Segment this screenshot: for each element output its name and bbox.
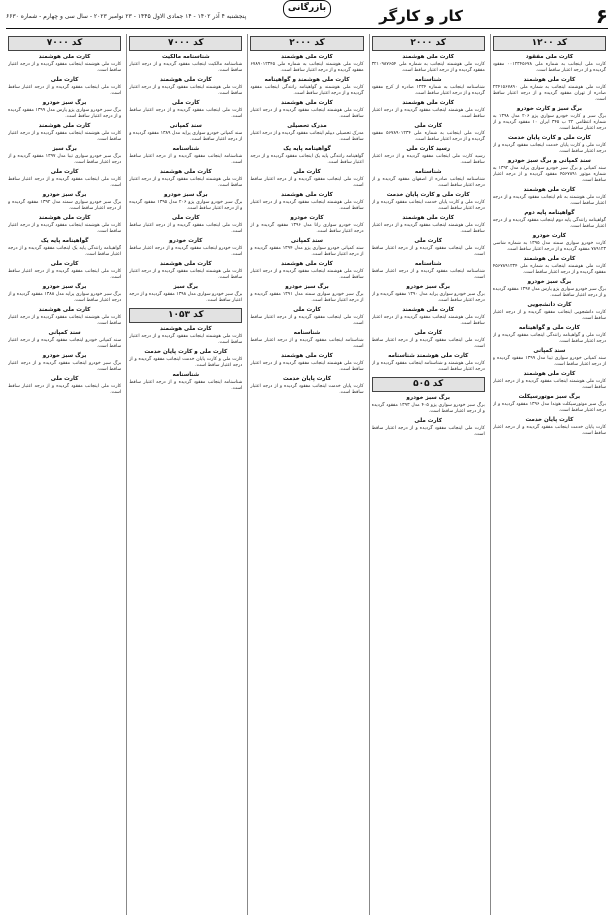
ad-title: برگ سبز خودرو xyxy=(42,192,87,198)
ad-body: سند کمپانی و برگ سبز خودرو سواری پراید مدل ۱۳۹۲ به شماره موتور ۴۵۶۷۸۹۱ مفقود گردیده و از درجه اعتبار ساقط است. xyxy=(492,166,606,183)
classified-ad xyxy=(372,395,485,415)
classified-ad xyxy=(493,417,606,437)
ads-list xyxy=(372,54,485,915)
classified-ad xyxy=(372,353,485,373)
classified-ad xyxy=(493,106,606,132)
column-2 xyxy=(369,34,487,915)
classified-ad xyxy=(372,330,485,350)
ad-body: کارت ملی و کارت پایان خدمت اینجانب مفقود گردیده و از درجه اعتبار ساقط است. xyxy=(129,357,243,368)
ad-body: کارت ملی هوشمند اینجانب به شماره ملی ۴۵۶۷۸۹۱۲۳۴ مفقود گردیده و از درجه اعتبار ساقط است. xyxy=(492,264,606,275)
classified-ad xyxy=(493,348,606,368)
ads-list xyxy=(250,54,363,915)
ad-body: کارت ملی هوشمند اینجانب مفقود گردیده و از درجه اعتبار ساقط است. xyxy=(371,108,485,119)
ad-title: کارت ملی هوشمند xyxy=(38,215,91,221)
classified-ad xyxy=(372,261,485,281)
ad-title: کارت ملی هوشمند xyxy=(402,215,455,221)
ad-body: برگ سبز خودرو سواری پراید مدل ۱۳۸۸ مفقود گردیده و از درجه اعتبار ساقط است. xyxy=(7,292,122,303)
classified-ad xyxy=(250,353,363,373)
classified-ad xyxy=(372,54,485,74)
ad-title: کارت ملی هوشمند xyxy=(402,100,455,106)
ad-body: کارت ملی هوشمند اینجانب مفقود گردیده و از درجه اعتبار ساقط است. xyxy=(250,361,364,372)
ad-body: رسید کارت ملی اینجانب مفقود گردیده و از درجه اعتبار ساقط است. xyxy=(371,154,485,165)
ad-title: سند کمپانی xyxy=(290,238,324,244)
ad-body: کارت ملی هوشمند اینجانب مفقود گردیده و از درجه اعتبار ساقط است. xyxy=(371,315,485,326)
ad-title: کارت ملی هوشمند xyxy=(159,326,212,332)
section-code-badge: کد ۱۰۵۳ xyxy=(129,308,242,323)
ad-body: کارت ملی و گواهینامه رانندگی اینجانب مفقود گردیده و از درجه اعتبار ساقط است. xyxy=(492,333,606,344)
ad-body: کارت ملی هوشمند اینجانب مفقود گردیده و از درجه اعتبار ساقط است. xyxy=(7,62,122,73)
ad-body: کارت خودرو سواری رانا مدل ۱۳۹۶ مفقود گردیده و از درجه اعتبار ساقط است. xyxy=(250,223,364,234)
classified-ad xyxy=(129,238,242,258)
ad-title: کارت ملی و گواهینامه xyxy=(518,325,580,331)
classified-ad xyxy=(250,330,363,350)
classified-ad xyxy=(129,326,242,346)
classified-ad xyxy=(493,371,606,391)
ad-body: کارت ملی هوشمند اینجانب مفقود گردیده و از درجه اعتبار ساقط است. xyxy=(129,85,243,96)
classified-ad xyxy=(129,123,242,143)
classified-ad xyxy=(250,123,363,143)
ad-body: کارت ملی هوشمند اینجانب مفقود گردیده و از درجه اعتبار ساقط است. xyxy=(250,108,364,119)
ad-body: کارت ملی اینجانب به شماره ملی ۵۶۷۸۹۰۱۲۳۴ مفقود گردیده و از درجه اعتبار ساقط است. xyxy=(371,131,485,142)
column-5 xyxy=(6,34,123,915)
ad-body: کارت ملی هوشمند اینجانب مفقود گردیده و از درجه اعتبار ساقط است. xyxy=(492,379,606,390)
classified-ad xyxy=(129,192,242,212)
ad-title: برگ سبز خودرو xyxy=(164,192,208,198)
classified-ad xyxy=(129,54,242,74)
ad-body: کارت ملی هوشمند اینجانب مفقود گردیده و از درجه اعتبار ساقط است. xyxy=(7,315,122,326)
ads-list xyxy=(493,54,606,915)
ad-title: کارت ملی هوشمند xyxy=(159,169,212,175)
column-1 xyxy=(490,34,608,915)
ad-body: برگ سبز و کارت خودرو سواری پژو ۲۰۶ مدل ۱۳۹۸ به شماره انتظامی ۲۲ ب ۳۴۵ ایران ۱۰ مفقود گردیده و از درجه اعتبار ساقط است. xyxy=(492,114,606,131)
ad-body: شناسنامه اینجانب مفقود گردیده و از درجه اعتبار ساقط است. xyxy=(129,380,243,391)
ad-title: کارت ملی هوشمند xyxy=(38,123,91,129)
ad-body: کارت ملی اینجانب مفقود گردیده و از درجه اعتبار ساقط است. xyxy=(250,177,364,188)
ad-body: گواهینامه رانندگی پایه یک اینجانب مفقود گردیده و از درجه اعتبار ساقط است. xyxy=(7,246,122,257)
ad-title: کارت پایان خدمت xyxy=(525,417,574,423)
ad-body: کارت ملی اینجانب مفقود گردیده و از درجه اعتبار ساقط است. xyxy=(7,384,122,395)
classified-ad xyxy=(129,284,242,304)
classified-ad xyxy=(8,238,121,258)
ad-body: شناسنامه اینجانب مفقود گردیده و از درجه اعتبار ساقط است. xyxy=(250,338,364,349)
classified-ad xyxy=(250,146,363,166)
classified-ad xyxy=(493,394,606,414)
column-code-badge: کد ۱۲۰۰ xyxy=(493,36,606,51)
classified-ad xyxy=(250,215,363,235)
ad-title: کارت ملی و کارت پایان خدمت xyxy=(144,349,228,355)
classified-ad xyxy=(372,215,485,235)
ad-title: برگ سبز خودرو xyxy=(42,100,87,106)
classified-ad xyxy=(493,135,606,155)
ad-body: شناسنامه اینجانب مفقود گردیده و از درجه اعتبار ساقط است. xyxy=(371,269,485,280)
classified-ad xyxy=(250,376,363,396)
classified-ad xyxy=(372,418,485,438)
ad-body: کارت ملی اینجانب مفقود گردیده و از درجه اعتبار ساقط است. xyxy=(371,338,485,349)
ad-body: کارت ملی هوشمند اینجانب مفقود گردیده و از درجه اعتبار ساقط است. xyxy=(129,269,243,280)
ad-title: کارت ملی هوشمند شناسنامه xyxy=(388,353,469,359)
classified-ad xyxy=(8,215,121,235)
ad-title: برگ سبز خودرو xyxy=(285,284,329,290)
ad-title: شناسنامه xyxy=(172,146,200,152)
classified-ad xyxy=(8,353,121,373)
ad-body: شناسنامه اینجانب صادره از اصفهان مفقود گردیده و از درجه اعتبار ساقط است. xyxy=(371,177,485,188)
ad-body: برگ سبز خودرو سواری پژو پارس مدل ۱۳۹۹ مفقود گردیده و از درجه اعتبار ساقط است. xyxy=(7,108,122,119)
ad-title: کارت ملی هوشمند و گواهینامه xyxy=(264,77,350,83)
classified-ad xyxy=(8,169,121,189)
classified-ad xyxy=(372,169,485,189)
classified-ad xyxy=(493,325,606,345)
ad-body: شناسنامه مالکیت اینجانب مفقود گردیده و از درجه اعتبار ساقط است. xyxy=(129,62,243,73)
ad-title: مدرک تحصیلی xyxy=(287,123,327,129)
ad-title: سند کمپانی xyxy=(169,123,202,129)
ad-body: کارت ملی هوشمند اینجانب مفقود گردیده و از درجه اعتبار ساقط است. xyxy=(129,334,243,345)
ad-title: کارت ملی هوشمند xyxy=(281,54,333,60)
ad-title: کارت ملی xyxy=(172,100,200,106)
classified-ad xyxy=(372,192,485,212)
classified-ad xyxy=(8,192,121,212)
ad-title: شناسنامه xyxy=(414,169,442,175)
classified-ad xyxy=(8,307,121,327)
classified-ad xyxy=(493,279,606,299)
ad-title: کارت دانشجویی xyxy=(527,302,572,308)
ad-body: برگ سبز خودرو سواری پژو ۴۰۵ مدل ۱۳۹۳ مفقود گردیده و از درجه اعتبار ساقط است. xyxy=(371,403,485,414)
ad-title: کارت ملی مفقود xyxy=(525,54,574,60)
ad-title: سند کمپانی xyxy=(48,330,81,336)
ad-body: شناسنامه اینجانب به شماره ۱۲۳۴ صادره از کرج مفقود گردیده و از درجه اعتبار ساقط است. xyxy=(371,85,485,96)
ad-title: کارت ملی xyxy=(414,418,442,424)
ad-body: برگ سبز خودرو سواری پژو پارس مدل ۱۳۹۷ مفقود گردیده و از درجه اعتبار ساقط است. xyxy=(492,287,606,298)
ad-body: برگ سبز خودرو سواری سمند مدل ۱۳۹۱ مفقود گردیده و از درجه اعتبار ساقط است. xyxy=(250,292,364,303)
ad-body: برگ سبز خودرو سواری مدل ۱۳۹۸ مفقود گردیده و از درجه اعتبار ساقط است. xyxy=(129,292,243,303)
ad-body: کارت ملی هوشمند به نام اینجانب مفقود گردیده و از درجه اعتبار ساقط است. xyxy=(492,195,606,206)
ad-title: شناسنامه xyxy=(293,330,321,336)
classified-ad xyxy=(250,100,363,120)
ad-body: کارت ملی اینجانب مفقود گردیده و از درجه اعتبار ساقط است. xyxy=(129,108,243,119)
ad-body: کارت خودرو اینجانب مفقود گردیده و از درجه اعتبار ساقط است. xyxy=(129,246,243,257)
ad-title: برگ سبز و کارت خودرو xyxy=(516,106,582,112)
ad-body: کارت ملی اینجانب مفقود گردیده و از درجه اعتبار ساقط است. xyxy=(250,315,364,326)
ad-title: برگ سبز xyxy=(173,284,199,290)
ad-body: کارت پایان خدمت اینجانب مفقود گردیده و از درجه اعتبار ساقط است. xyxy=(250,384,364,395)
ad-title: سند کمپانی xyxy=(533,348,566,354)
classified-ad xyxy=(493,256,606,276)
ad-body: سند کمپانی خودرو سواری پراید مدل ۱۳۸۹ مفقود گردیده و از درجه اعتبار ساقط است. xyxy=(129,131,243,142)
ad-title: برگ سبز خودرو xyxy=(527,279,572,285)
column-4 xyxy=(126,34,244,915)
ad-body: شناسنامه اینجانب مفقود گردیده و از درجه اعتبار ساقط است. xyxy=(129,154,243,165)
classified-ad xyxy=(129,100,242,120)
ad-title: کارت ملی هوشمند xyxy=(38,54,91,60)
ad-body: کارت ملی و کارت پایان خدمت اینجانب مفقود گردیده و از درجه اعتبار ساقط است. xyxy=(492,143,606,154)
ad-title: کارت ملی xyxy=(293,169,321,175)
classified-ad xyxy=(372,123,485,143)
ad-title: کارت ملی هوشمند xyxy=(281,100,333,106)
ad-title: کارت ملی xyxy=(172,215,200,221)
ad-title: کارت ملی هوشمند xyxy=(402,54,455,60)
ad-body: کارت پایان خدمت اینجانب مفقود گردیده و از درجه اعتبار ساقط است. xyxy=(492,425,606,436)
ad-body: برگ سبز موتورسیکلت هوندا مدل ۱۳۹۶ مفقود گردیده و از درجه اعتبار ساقط است. xyxy=(492,402,606,413)
classified-ad xyxy=(372,307,485,327)
ad-title: کارت ملی xyxy=(414,238,442,244)
ad-body: کارت دانشجویی اینجانب مفقود گردیده و از درجه اعتبار ساقط است. xyxy=(492,310,606,321)
ad-body: سند کمپانی خودرو سواری تیبا مدل ۱۳۹۹ مفقود گردیده و از درجه اعتبار ساقط است. xyxy=(492,356,606,367)
ad-title: برگ سبز خودرو xyxy=(406,395,450,401)
newspaper-name: کار و کارگر xyxy=(379,7,463,25)
classified-ad xyxy=(493,233,606,253)
ad-body: کارت ملی هوشمند اینجانب به شماره ملی ۳۲۱۰۹۸۷۶۵۴ مفقود گردیده و از درجه اعتبار ساقط است. xyxy=(371,62,485,73)
classified-ad xyxy=(250,307,363,327)
ad-title: گواهینامه پایه یک xyxy=(40,238,89,244)
ad-title: برگ سبز موتورسیکلت xyxy=(518,394,581,400)
ads-list xyxy=(129,54,242,915)
ad-title: کارت ملی هوشمند xyxy=(402,307,455,313)
ad-title: شناسنامه xyxy=(414,77,442,83)
classified-ad xyxy=(8,261,121,281)
ad-title: کارت پایان خدمت xyxy=(283,376,331,382)
ad-title: کارت ملی xyxy=(293,307,321,313)
ad-body: کارت ملی هوشمند اینجانب مفقود گردیده و از درجه اعتبار ساقط است. xyxy=(129,177,243,188)
classified-ad xyxy=(129,372,242,392)
classified-ad xyxy=(250,77,363,97)
ad-title: کارت خودرو xyxy=(532,233,567,239)
ad-body: کارت ملی هوشمند و گواهینامه رانندگی اینجانب مفقود گردیده و از درجه اعتبار ساقط است. xyxy=(250,85,364,96)
ad-body: کارت ملی اینجانب مفقود گردیده و از درجه اعتبار ساقط است. xyxy=(7,269,122,280)
ad-title: کارت ملی xyxy=(50,77,79,83)
ad-title: کارت ملی xyxy=(50,261,79,267)
ad-title: شناسنامه مالکیت xyxy=(161,54,210,60)
ad-title: گواهینامه پایه دوم xyxy=(524,210,575,216)
ad-title: کارت ملی هوشمند xyxy=(281,192,333,198)
column-3 xyxy=(247,34,365,915)
ad-title: کارت ملی هوشمند xyxy=(523,77,576,83)
page-number: ۶ xyxy=(595,4,608,28)
ad-title: گواهینامه پایه یک xyxy=(283,146,331,152)
classified-ad xyxy=(250,284,363,304)
ad-title: سند کمپانی و برگ سبز خودرو xyxy=(507,158,591,164)
ad-title: کارت ملی هوشمند xyxy=(159,77,212,83)
ad-title: کارت ملی هوشمند xyxy=(523,371,576,377)
classified-ad xyxy=(250,192,363,212)
classified-ad xyxy=(129,261,242,281)
classified-ad xyxy=(129,215,242,235)
column-code-badge: کد ۷۰۰۰ xyxy=(8,36,121,51)
ad-title: کارت ملی xyxy=(50,376,79,382)
classified-ad xyxy=(493,158,606,184)
ad-title: کارت ملی هوشمند xyxy=(38,307,91,313)
ad-title: شناسنامه xyxy=(172,372,200,378)
ad-body: کارت ملی اینجانب مفقود گردیده و از درجه اعتبار ساقط است. xyxy=(371,426,485,437)
classified-ad xyxy=(129,77,242,97)
ad-body: کارت ملی هوشمند و شناسنامه اینجانب مفقود گردیده و از درجه اعتبار ساقط است. xyxy=(371,361,485,372)
ad-title: کارت ملی xyxy=(414,123,442,129)
classified-ad xyxy=(493,54,606,74)
classified-ad xyxy=(8,330,121,350)
ad-body: برگ سبز خودرو سواری پراید مدل ۱۳۹۰ مفقود گردیده و از درجه اعتبار ساقط است. xyxy=(371,292,485,303)
classified-ad xyxy=(8,146,121,166)
ad-body: کارت ملی هوشمند اینجانب مفقود گردیده و از درجه اعتبار ساقط است. xyxy=(250,200,364,211)
classified-ad xyxy=(129,169,242,189)
ad-body: کارت ملی و کارت پایان خدمت اینجانب مفقود گردیده و از درجه اعتبار ساقط است. xyxy=(371,200,485,211)
date-line: پنجشنبه ۴ آذر ۱۴۰۲ - ۱۴ جمادی الاول ۱۴۴۵ - ۲۳ نوامبر ۲۰۲۳ - سال سی و چهارم - شماره ۶۶۳۰ xyxy=(6,12,247,20)
ad-body: کارت ملی هوشمند اینجانب مفقود گردیده و از درجه اعتبار ساقط است. xyxy=(371,223,485,234)
section-logo: بازرگانی xyxy=(283,0,331,18)
ad-title: کارت خودرو xyxy=(169,238,203,244)
classified-ad xyxy=(372,77,485,97)
ad-body: کارت ملی هوشمند اینجانب مفقود گردیده و از درجه اعتبار ساقط است. xyxy=(250,269,364,280)
ad-title: برگ سبز xyxy=(52,146,77,152)
ad-title: کارت ملی xyxy=(414,330,442,336)
ad-title: کارت ملی هوشمند xyxy=(281,261,333,267)
ad-title: کارت خودرو xyxy=(290,215,324,221)
classified-ad xyxy=(8,54,121,74)
column-code-badge: کد ۷۰۰۰ xyxy=(129,36,242,51)
ad-body: کارت ملی اینجانب مفقود گردیده و از درجه اعتبار ساقط است. xyxy=(129,223,243,234)
ad-title: کارت ملی هوشمند xyxy=(159,261,212,267)
classified-ad xyxy=(8,77,121,97)
ad-body: سند کمپانی خودرو اینجانب مفقود گردیده و از درجه اعتبار ساقط است. xyxy=(7,338,122,349)
ad-body: برگ سبز خودرو سواری پژو ۲۰۶ مدل ۱۳۹۵ مفقود گردیده و از درجه اعتبار ساقط است. xyxy=(129,200,243,211)
classified-ad xyxy=(250,169,363,189)
ad-body: مدرک تحصیلی دیپلم اینجانب مفقود گردیده و از درجه اعتبار ساقط است. xyxy=(250,131,364,142)
ad-title: برگ سبز خودرو xyxy=(42,353,87,359)
ad-title: کارت ملی و کارت پایان خدمت xyxy=(386,192,470,198)
ad-body: کارت ملی هوشمند اینجانب به شماره ملی ۲۳۴۱۵۶۷۸۹۰ صادره از تهران مفقود گردیده و از درجه اعتبار ساقط است. xyxy=(492,85,606,102)
ads-list xyxy=(8,54,121,915)
ad-title: کارت ملی و کارت پایان خدمت xyxy=(507,135,591,141)
classified-ad xyxy=(493,302,606,322)
classified-ad xyxy=(372,100,485,120)
ad-title: کارت ملی هوشمند xyxy=(523,187,576,193)
ad-body: برگ سبز خودرو اینجانب مفقود گردیده و از درجه اعتبار ساقط است. xyxy=(7,361,122,372)
ad-body: کارت ملی اینجانب به شماره ملی ۰۰۱۲۳۴۵۶۷۸ مفقود گردیده و از درجه اعتبار ساقط است. xyxy=(492,62,606,73)
classified-ad xyxy=(8,284,121,304)
classified-ad xyxy=(250,238,363,258)
column-code-badge: کد ۲۰۰۰ xyxy=(250,36,363,51)
classified-ad xyxy=(493,187,606,207)
ad-body: کارت ملی اینجانب مفقود گردیده و از درجه اعتبار ساقط است. xyxy=(7,85,122,96)
classified-ad xyxy=(372,146,485,166)
ad-title: شناسنامه xyxy=(414,261,442,267)
ad-body: برگ سبز خودرو سواری تیبا مدل ۱۳۹۷ مفقود گردیده و از درجه اعتبار ساقط است. xyxy=(7,154,122,165)
ad-body: کارت ملی هوشمند اینجانب به شماره ملی ۶۷۸۹۰۱۲۳۴۵ مفقود گردیده و از درجه اعتبار ساقط است. xyxy=(250,62,364,73)
classified-columns xyxy=(6,34,608,915)
ad-body: گواهینامه رانندگی پایه دوم اینجانب مفقود گردیده و از درجه اعتبار ساقط است. xyxy=(492,218,606,229)
classified-ad xyxy=(493,77,606,103)
ad-body: کارت خودرو سواری سمند مدل ۱۳۹۵ به شماره شاسی ۷۸۹۱۲۳ مفقود گردیده و از درجه اعتبار ساقط است. xyxy=(492,241,606,252)
classified-ad xyxy=(8,100,121,120)
ad-body: برگ سبز خودرو سواری سمند مدل ۱۳۹۲ مفقود گردیده و از درجه اعتبار ساقط است. xyxy=(7,200,122,211)
ad-title: کارت ملی هوشمند xyxy=(523,256,576,262)
classified-ad xyxy=(372,238,485,258)
ad-body: کارت ملی اینجانب مفقود گردیده و از درجه اعتبار ساقط است. xyxy=(371,246,485,257)
classified-ad xyxy=(129,146,242,166)
column-code-badge: کد ۲۰۰۰ xyxy=(372,36,485,51)
ad-body: کارت ملی هوشمند اینجانب مفقود گردیده و از درجه اعتبار ساقط است. xyxy=(7,223,122,234)
ad-body: سند کمپانی خودرو سواری پژو مدل ۱۳۹۴ مفقود گردیده و از درجه اعتبار ساقط است. xyxy=(250,246,364,257)
ad-title: رسید کارت ملی xyxy=(406,146,451,152)
ad-body: گواهینامه رانندگی پایه یک اینجانب مفقود گردیده و از درجه اعتبار ساقط است. xyxy=(250,154,364,165)
classified-ad xyxy=(250,261,363,281)
classified-ad xyxy=(250,54,363,74)
ad-title: کارت ملی xyxy=(50,169,79,175)
classified-ad xyxy=(493,210,606,230)
ad-body: کارت ملی اینجانب مفقود گردیده و از درجه اعتبار ساقط است. xyxy=(7,177,122,188)
ad-title: برگ سبز خودرو xyxy=(406,284,450,290)
ad-title: برگ سبز خودرو xyxy=(42,284,87,290)
classified-ad xyxy=(8,123,121,143)
ad-body: کارت ملی هوشمند اینجانب مفقود گردیده و از درجه اعتبار ساقط است. xyxy=(7,131,122,142)
classified-ad xyxy=(372,284,485,304)
classified-ad xyxy=(8,376,121,396)
section-code-badge: کد ۵۰۵ xyxy=(372,377,485,392)
classified-ad xyxy=(129,349,242,369)
ad-title: کارت ملی هوشمند xyxy=(281,353,333,359)
